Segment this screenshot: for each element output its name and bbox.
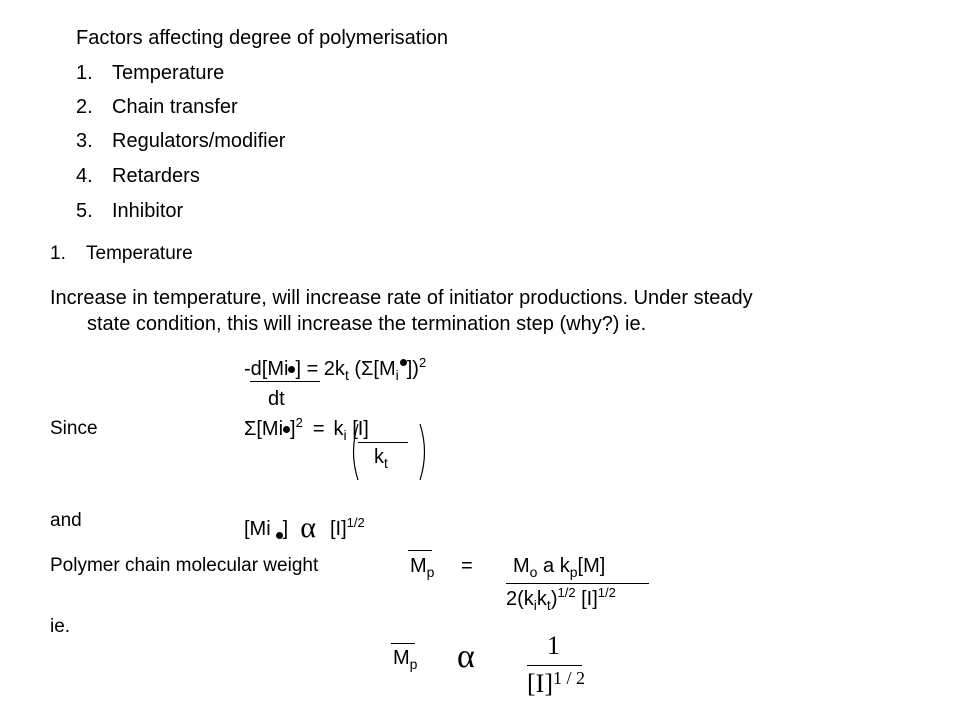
- section-heading: [50, 244, 193, 263]
- section-label: Temperature: [86, 243, 193, 264]
- list-label: Chain transfer: [112, 96, 238, 118]
- equation-rate: [244, 355, 427, 383]
- left-paren: [354, 424, 359, 480]
- list-label: Temperature: [112, 62, 225, 84]
- radical-dot: [283, 426, 290, 433]
- eq-term: -d[Mi: [244, 358, 289, 380]
- fraction-bar: [527, 665, 582, 666]
- eq-term: M: [410, 555, 427, 577]
- eq-superscript: 1/2: [346, 515, 365, 530]
- eq-superscript: 1 / 2: [552, 668, 585, 688]
- eq-term: Σ[Mi: [244, 418, 284, 440]
- eq-term: [I]: [329, 518, 347, 540]
- eq-term: (Σ[M: [348, 358, 396, 380]
- radical-dot: [276, 532, 283, 539]
- eq-term: M: [513, 555, 530, 577]
- since-label: Since: [50, 418, 98, 439]
- right-paren: [420, 424, 425, 480]
- eq-term: ]): [406, 358, 419, 380]
- eq-sign: =: [312, 418, 325, 440]
- final-lhs: [393, 647, 418, 672]
- eq-superscript: 2: [418, 355, 427, 370]
- eq-term: M: [393, 647, 410, 669]
- eq-term: a k: [537, 555, 570, 577]
- eq-term: ]: [282, 518, 289, 540]
- fraction-bar: [506, 583, 649, 584]
- proportional-symbol: α: [300, 511, 316, 544]
- eq-term: [M]: [577, 555, 606, 577]
- eq-superscript: 2: [295, 415, 303, 430]
- eq-term: [I]: [527, 669, 553, 698]
- list-item: [76, 201, 183, 221]
- eq-term: [Mi: [244, 518, 271, 540]
- list-label: Regulators/modifier: [112, 130, 286, 152]
- eq-term: k: [536, 588, 547, 610]
- fraction-bar: [250, 381, 320, 382]
- list-item: [76, 166, 200, 186]
- eq-subscript: i: [533, 597, 537, 613]
- list-number: 4.: [76, 165, 93, 187]
- eq-subscript: p: [569, 564, 578, 580]
- paragraph-line-2: state condition, this will increase the termination step (why?) ie.: [87, 313, 647, 335]
- and-label: and: [50, 510, 82, 531]
- overbar: [391, 643, 415, 644]
- ie-label: ie.: [50, 616, 71, 637]
- eq-subscript: t: [344, 367, 349, 383]
- eq-subscript: p: [409, 656, 418, 672]
- eq-term: ] = 2k: [295, 358, 345, 380]
- list-number: 3.: [76, 130, 93, 152]
- page-title: Factors affecting degree of polymerisation: [76, 27, 449, 49]
- equation-and: [244, 511, 365, 544]
- paragraph-line-1: Increase in temperature, will increase rate of initiator productions. Under steady: [50, 287, 753, 309]
- list-number: 5.: [76, 200, 93, 222]
- mw-denominator: [506, 585, 616, 613]
- eq-subscript: t: [546, 597, 551, 613]
- eq-superscript: 1/2: [557, 585, 576, 600]
- list-label: Inhibitor: [112, 200, 184, 222]
- eq-term: ]: [290, 418, 296, 440]
- eq-term: [I]: [346, 418, 369, 440]
- eq-sign: =: [461, 555, 473, 577]
- proportional-symbol: α: [457, 638, 475, 675]
- list-number: 1.: [76, 62, 93, 84]
- eq-subscript: t: [384, 455, 388, 471]
- mw-lhs: [410, 555, 435, 580]
- equation-denominator: dt: [268, 388, 285, 410]
- mw-numerator: [513, 555, 606, 580]
- overbar: [408, 550, 432, 551]
- eq-term: k: [333, 418, 344, 440]
- eq-term: ): [550, 588, 558, 610]
- list-item: [76, 97, 238, 117]
- final-numerator: 1: [547, 631, 560, 660]
- list-number: 2.: [76, 96, 93, 118]
- eq-term: [I]: [575, 588, 598, 610]
- eq-subscript: i: [395, 367, 399, 383]
- eq-term: 2(k: [506, 588, 534, 610]
- section-number: 1.: [50, 243, 66, 264]
- list-item: [76, 131, 285, 151]
- parentheses: [348, 422, 430, 482]
- mw-label: Polymer chain molecular weight: [50, 555, 319, 576]
- eq-term: k: [374, 446, 384, 468]
- eq-superscript: 1/2: [597, 585, 616, 600]
- eq-subscript: o: [529, 564, 538, 580]
- radical-dot: [400, 359, 407, 366]
- list-label: Retarders: [112, 165, 200, 187]
- eq-subscript: i: [343, 427, 347, 443]
- final-denominator: [527, 668, 585, 698]
- list-item: [76, 63, 224, 83]
- eq-subscript: p: [426, 564, 435, 580]
